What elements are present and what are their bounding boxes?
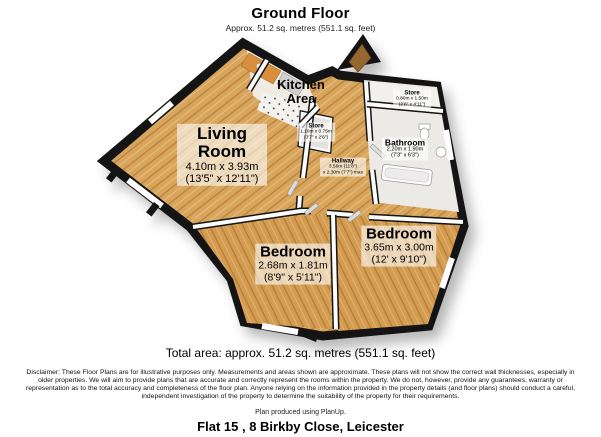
room-name: Bedroom [260,243,326,261]
room-dimensions-imperial: (8'9" x 5'11") [264,271,322,284]
room-label-living-room [177,124,267,186]
room-dimensions-imperial: (13'5" x 12'11") [185,172,259,185]
produced-by-text: Plan produced using PlanUp. [255,409,346,416]
room-name: Hallway [331,158,355,165]
room-label-store-mid [297,123,335,142]
property-address: Flat 15 , 8 Birkby Close, Leicester [197,419,404,434]
room-name: Store [404,90,420,97]
room-dimensions-metric: 2.20m x 1.90m [386,146,424,153]
room-label-bedroom-small [255,244,330,285]
room-dimensions-imperial: (2'8" x 4'11") [398,102,426,108]
room-dimensions-imperial: (12' x 9'10") [371,253,427,266]
room-dimensions-imperial: (3'7" x 2'6") [303,135,329,141]
room-name: Living Room [196,123,248,162]
room-label-store-top [393,90,431,109]
room-dimensions-metric: 1.10m x 0.75m [300,130,332,136]
room-label-hallway [320,158,366,177]
room-dimensions-metric: 3.65m x 3.00m [364,241,434,254]
disclaimer-text: Disclaimer: These Floor Plans are for illustrative purposes only. Measurements and areas shown are approximate. These plans will not show the correct wall thicknesses, especially in older properties. We will aim to provide plans that are accurate and correctly represent the rooms within the property. We do not, however, provide any guarantees, warranty or representation as to the total accuracy and completeness of the floor plan. Anyone relying on the information provided in the property details (and floor plans) should conduct a careful, independent investigation of the property to determine the suitability of the property for their requirements. [26,369,575,401]
room-dimensions-metric: 3.56m (11'8") [328,165,358,171]
room-dimensions-metric: 4.10m x 3.93m [185,160,259,173]
room-name: Bathroom [384,137,426,148]
basin [436,147,446,157]
room-dimensions-metric: 0.80m x 1.50m [396,97,428,103]
page-subtitle: Approx. 51.2 sq. metres (551.1 sq. feet) [225,23,376,33]
room-label-bedroom-large [361,226,436,267]
room-name: Kitchen Area [277,76,325,106]
room-dimensions-imperial: x 2.30m (7'7") max [323,170,363,176]
room-label-bathroom [382,137,428,160]
room-name: Bedroom [366,225,432,243]
page-title: Ground Floor [251,5,350,22]
room-label-kitchen [269,77,333,107]
front-door [337,34,381,72]
room-dimensions-imperial: (7'3" x 6'3") [391,152,419,159]
total-area-text: Total area: approx. 51.2 sq. metres (551.1 sq. feet) [165,346,436,360]
room-name: Store [308,123,324,130]
room-dimensions-metric: 2.68m x 1.81m [258,259,328,272]
